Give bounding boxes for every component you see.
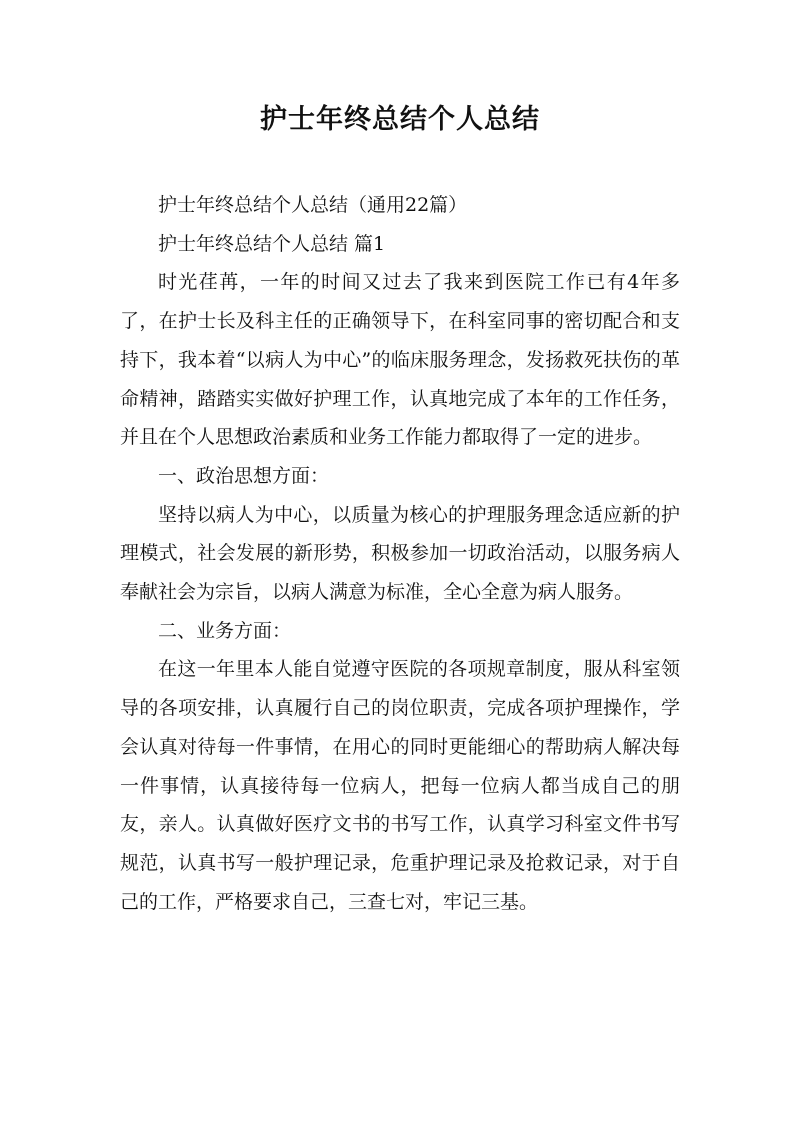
document-title: 护士年终总结个人总结 (260, 104, 540, 135)
section-heading-paragraph: 二、业务方面： (158, 619, 292, 642)
document-body (120, 186, 680, 921)
subtitle-paragraph: 护士年终总结个人总结（通用22篇） (158, 194, 468, 216)
body-paragraph: 坚持以病人为中心，以质量为核心的护理服务理念适应新的护理模式，社会发展的新形势，积极参加一切政治活动，以服务病人奉献社会为宗旨，以病人满意为标准，全心全意为病人服务。 (120, 503, 680, 604)
body-paragraph: 在这一年里本人能自觉遵守医院的各项规章制度，服从科室领导的各项安排，认真履行自己的岗位职责，完成各项护理操作，学会认真对待每一件事情，在用心的同时更能细心的帮助病人解决每一件事情，认真接待每一位病人，把每一位病人都当成自己的朋友，亲人。认真做好医疗文书的书写工作，认真学习科室文件书写规范，认真书写一般护理记录，危重护理记录及抢救记录，对于自己的工作，严格要求自己，三查七对，牢记三基。 (120, 658, 680, 913)
section-heading-paragraph: 一、政治思想方面： (158, 464, 330, 487)
body-paragraph: 时光荏苒，一年的时间又过去了我来到医院工作已有4年多了，在护士长及科主任的正确领导下，在科室同事的密切配合和支持下，我本着“以病人为中心”的临床服务理念，发扬救死扶伤的革命精神，踏踏实实做好护理工作，认真地完成了本年的工作任务，并且在个人思想政治素质和业务工作能力都取得了一定的进步。 (120, 271, 680, 449)
section-heading-paragraph: 护士年终总结个人总结 篇1 (158, 232, 386, 255)
